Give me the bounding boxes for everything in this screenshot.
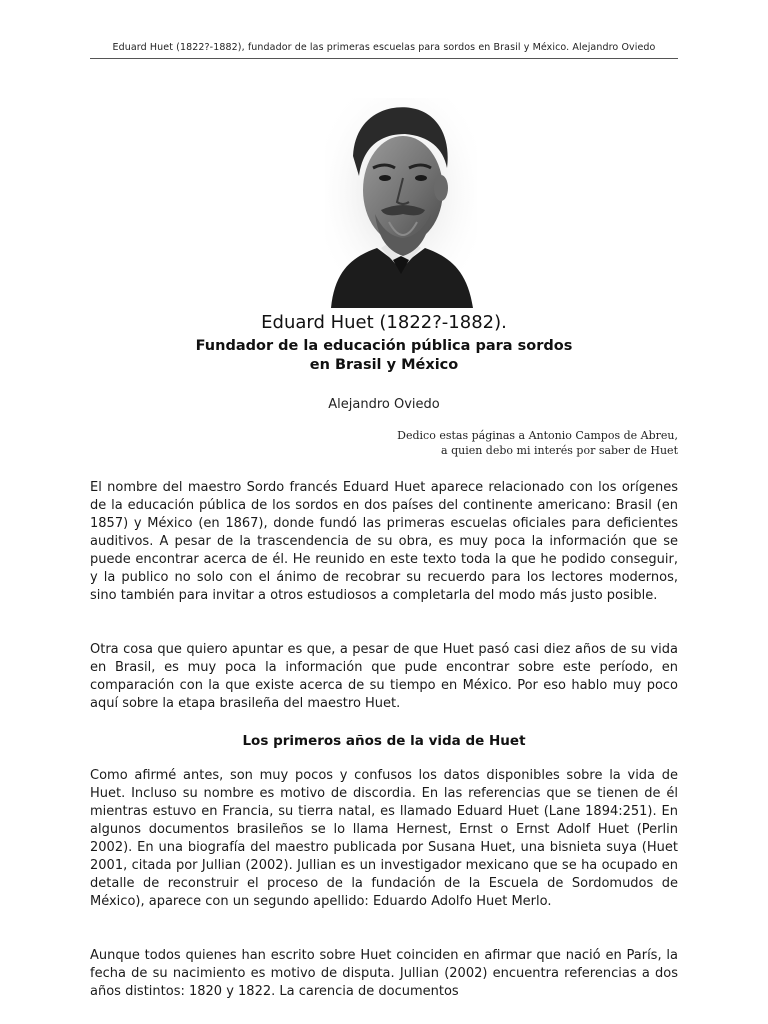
body-paragraph-2: Otra cosa que quiero apuntar es que, a pesar de que Huet pasó casi diez años de su vida en Brasil, es muy poca la información que pude encontrar sobre este período, en comparación con la que existe acerca de su tiempo en México. Por eso hablo muy poco aquí sobre la etapa brasileña del maestro Huet. [90,642,678,711]
portrait-photo [325,98,477,308]
body-paragraph-4: Aunque todos quienes han escrito sobre Huet coinciden en afirmar que nació en París, la fecha de su nacimiento es motivo de disputa. Jullian (2002) encuentra referencias a dos años distintos: 1820 y 1822. La carencia de documentos [90,948,678,999]
subtitle-line-2: en Brasil y México [309,357,459,373]
subtitle-line-1: Fundador de la educación pública para sordos [195,338,573,354]
dedication [278,428,678,458]
header-divider [90,58,678,59]
running-header: Eduard Huet (1822?-1882), fundador de las primeras escuelas para sordos en Brasil y México. Alejandro Oviedo [112,42,656,53]
dedication-line-2: a quien debo mi interés por saber de Huet [441,444,678,457]
article-subtitle [90,337,678,375]
section-heading: Los primeros años de la vida de Huet [242,733,526,749]
article-title: Eduard Huet (1822?-1882). [261,312,507,333]
article-author: Alejandro Oviedo [328,397,440,412]
body-paragraph-3: Como afirmé antes, son muy pocos y confusos los datos disponibles sobre la vida de Huet. Incluso su nombre es motivo de discordia. En las referencias que se tienen de él mientras estuvo en Francia, su tierra natal, es llamado Eduard Huet (Lane 1894:251). En algunos documentos brasileños se lo llama Hernest, Ernst o Ernst Adolf Huet (Perlin 2002). En una biografía del maestro publicada por Susana Huet, una bisnieta suya (Huet 2001, citada por Jullian (2002). Jullian es un investigador mexicano que se ha ocupado en detalle de reconstruir el proceso de la fundación de la Escuela de Sordomudos de México), aparece con un segundo apellido: Eduardo Adolfo Huet Merlo. [90,768,678,909]
dedication-line-1: Dedico estas páginas a Antonio Campos de Abreu, [397,429,678,442]
body-paragraph-1: El nombre del maestro Sordo francés Eduard Huet aparece relacionado con los orígenes de la educación pública de los sordos en dos países del continente americano: Brasil (en 1857) y México (en 1867), donde fundó las primeras escuelas oficiales para deficientes auditivos. A pesar de la trascendencia de su obra, es muy poca la información que se puede encontrar acerca de él. He reunido en este texto toda la que he podido conseguir, y la publico no solo con el ánimo de recobrar su recuerdo para los lectores modernos, sino también para invitar a otros estudiosos a completarla del modo más justo posible. [90,480,678,603]
